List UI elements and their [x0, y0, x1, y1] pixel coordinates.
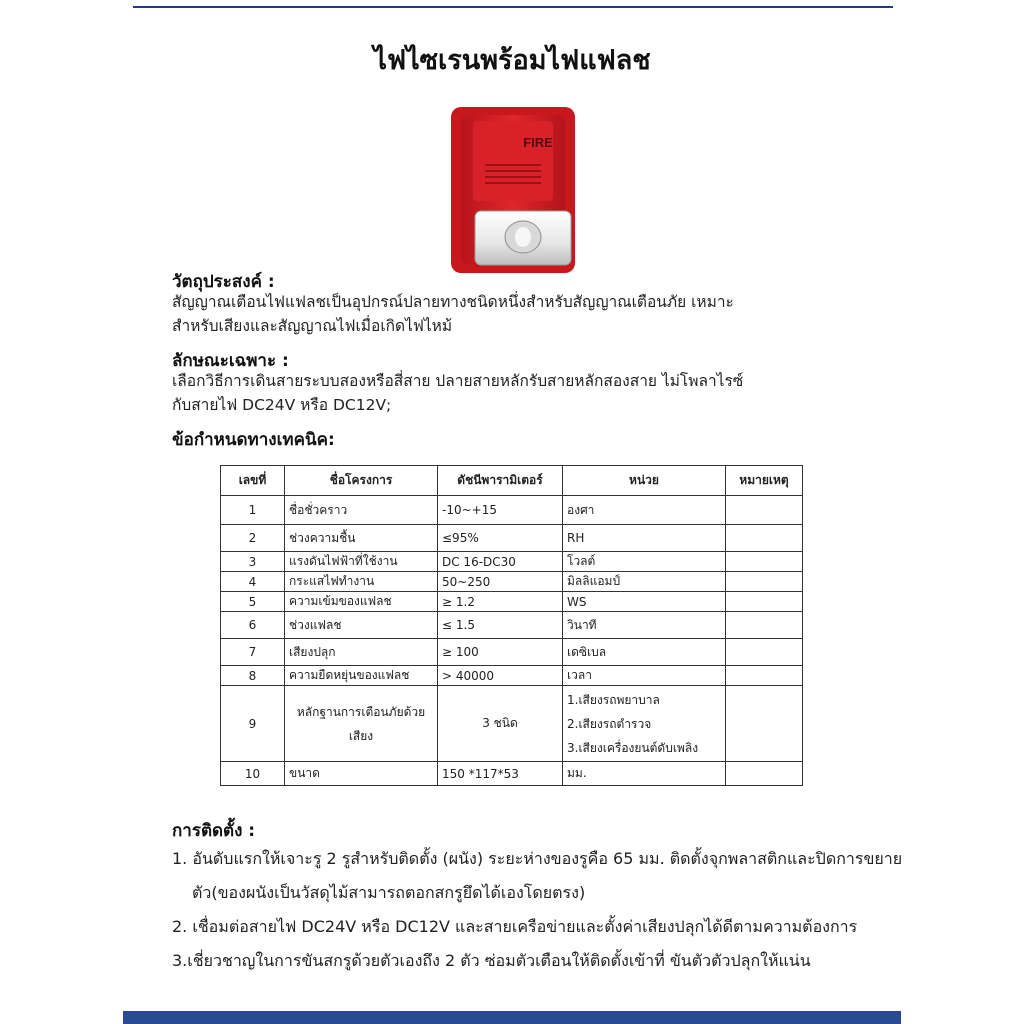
cell-unit-line: 1.เสียงรถพยาบาล — [567, 692, 660, 707]
cell-unit: เวลา — [563, 666, 726, 686]
cell-value: ≤ 1.5 — [438, 612, 563, 639]
cell-name — [285, 686, 438, 762]
top-rule — [133, 6, 893, 8]
purpose-line: สัญญาณเตือนไฟแฟลชเป็นอุปกรณ์ปลายทางชนิดหนึ่งสำหรับสัญญาณเตือนภัย เหมาะ — [172, 293, 734, 311]
installation-heading: การติดตั้ง : — [172, 821, 256, 841]
cell-value: DC 16-DC30 — [438, 552, 563, 572]
cell-no: 8 — [221, 666, 285, 686]
col-header: ดัชนีพารามิเตอร์ — [438, 466, 563, 496]
specs-heading: ข้อกำหนดทางเทคนิค: — [172, 430, 335, 450]
table-row — [221, 552, 803, 572]
table-row — [221, 592, 803, 612]
cell-unit: WS — [563, 592, 726, 612]
spec-table-header — [221, 466, 803, 496]
bottom-bar — [123, 1011, 901, 1024]
cell-note — [726, 762, 803, 786]
features-text — [172, 369, 743, 417]
cell-note — [726, 572, 803, 592]
features-line: เลือกวิธีการเดินสายระบบสองหรือสี่สาย ปลายสายหลักรับสายหลักสองสาย ไม่โพลาไรซ์ — [172, 372, 744, 390]
cell-no: 7 — [221, 639, 285, 666]
purpose-heading: วัตถุประสงค์ : — [172, 272, 275, 292]
cell-no: 6 — [221, 612, 285, 639]
table-row — [221, 572, 803, 592]
cell-name: ช่วงแฟลช — [285, 612, 438, 639]
cell-value: 50~250 — [438, 572, 563, 592]
cell-unit: วินาที — [563, 612, 726, 639]
cell-unit — [563, 686, 726, 762]
cell-note — [726, 525, 803, 552]
cell-note — [726, 666, 803, 686]
table-row — [221, 496, 803, 525]
features-heading: ลักษณะเฉพาะ : — [172, 351, 289, 371]
cell-unit: เดซิเบล — [563, 639, 726, 666]
table-row — [221, 686, 803, 762]
cell-no: 5 — [221, 592, 285, 612]
purpose-text — [172, 290, 734, 338]
cell-name-line: เสียง — [348, 728, 374, 743]
features-line: กับสายไฟ DC24V หรือ DC12V; — [172, 396, 392, 414]
cell-unit-line: 2.เสียงรถตำรวจ — [567, 716, 652, 731]
fire-alarm-device-image — [451, 107, 575, 273]
cell-value: 3 ชนิด — [438, 686, 563, 762]
cell-name: เสียงปลุก — [285, 639, 438, 666]
cell-name-line: หลักฐานการเตือนภัยด้วย — [296, 704, 426, 719]
cell-note — [726, 686, 803, 762]
cell-no: 2 — [221, 525, 285, 552]
cell-note — [726, 552, 803, 572]
col-header: ชื่อโครงการ — [285, 466, 438, 496]
installation-step: ตัว(ของผนังเป็นวัสดุไม้สามารถตอกสกรูยึดได้เองโดยตรง) — [192, 883, 586, 902]
spec-table — [220, 465, 803, 786]
cell-name: ช่วงความชื้น — [285, 525, 438, 552]
cell-unit: องศา — [563, 496, 726, 525]
cell-no: 3 — [221, 552, 285, 572]
cell-value: ≤95% — [438, 525, 563, 552]
cell-name: กระแสไฟทำงาน — [285, 572, 438, 592]
cell-value: 150 *117*53 — [438, 762, 563, 786]
cell-unit: มิลลิแอมป์ — [563, 572, 726, 592]
installation-step: 3.เชี่ยวชาญในการขันสกรูด้วยตัวเองถึง 2 ตัว ซ่อมตัวเตือนให้ติดตั้งเข้าที่ ขันตัวตัวปลุกให้แน่น — [172, 951, 811, 970]
cell-name: ขนาด — [285, 762, 438, 786]
cell-name: ความเข้มของแฟลช — [285, 592, 438, 612]
cell-name: แรงดันไฟฟ้าที่ใช้งาน — [285, 552, 438, 572]
cell-no: 4 — [221, 572, 285, 592]
col-header: หมายเหตุ — [726, 466, 803, 496]
fire-label: FIRE — [523, 135, 553, 150]
cell-no: 9 — [221, 686, 285, 762]
installation-step: 1. อันดับแรกให้เจาะรู 2 รูสำหรับติดตั้ง (ผนัง) ระยะห่างของรูคือ 65 มม. ติดตั้งจุกพลาสติกและปิดการขยาย — [172, 849, 903, 868]
installation-steps — [172, 842, 902, 978]
cell-name: ชื่อชั่วคราว — [285, 496, 438, 525]
col-header: เลขที่ — [221, 466, 285, 496]
installation-step: 2. เชื่อมต่อสายไฟ DC24V หรือ DC12V และสายเครือข่ายและตั้งค่าเสียงปลุกได้ดีตามความต้องการ — [172, 917, 858, 936]
cell-name: ความยืดหยุ่นของแฟลช — [285, 666, 438, 686]
cell-value: -10~+15 — [438, 496, 563, 525]
cell-unit-line: 3.เสียงเครื่องยนต์ดับเพลิง — [567, 740, 699, 755]
cell-no: 1 — [221, 496, 285, 525]
cell-note — [726, 592, 803, 612]
cell-note — [726, 612, 803, 639]
cell-note — [726, 496, 803, 525]
table-row — [221, 639, 803, 666]
cell-unit: มม. — [563, 762, 726, 786]
cell-note — [726, 639, 803, 666]
cell-value: ≥ 1.2 — [438, 592, 563, 612]
table-row — [221, 612, 803, 639]
cell-value: > 40000 — [438, 666, 563, 686]
table-row — [221, 666, 803, 686]
cell-value: ≥ 100 — [438, 639, 563, 666]
cell-unit: โวลต์ — [563, 552, 726, 572]
table-row — [221, 525, 803, 552]
cell-no: 10 — [221, 762, 285, 786]
col-header: หน่วย — [563, 466, 726, 496]
purpose-line: สำหรับเสียงและสัญญาณไฟเมื่อเกิดไฟไหม้ — [172, 317, 453, 335]
table-row — [221, 762, 803, 786]
cell-unit: RH — [563, 525, 726, 552]
page-title: ไฟไซเรนพร้อมไฟแฟลช — [373, 45, 651, 76]
